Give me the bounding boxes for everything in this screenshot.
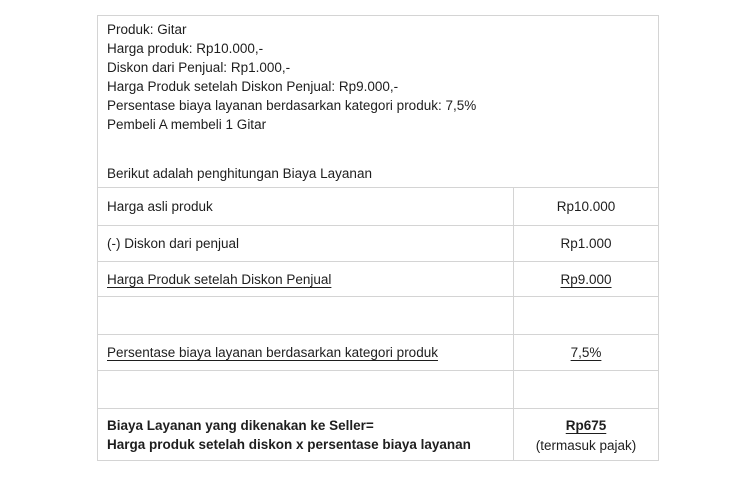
intro-line-fee-percentage: Persentase biaya layanan berdasarkan kategori produk: 7,5% [107, 98, 477, 113]
row-value: Rp10.000 [514, 188, 659, 226]
fee-value: Rp675 [565, 417, 607, 433]
row-label-text: Harga Produk setelah Diskon Penjual [107, 271, 332, 287]
fee-value-cell [514, 409, 659, 461]
intro-line-discount: Diskon dari Penjual: Rp1.000,- [107, 60, 291, 75]
intro-row [98, 16, 659, 188]
row-label [98, 297, 514, 335]
table-row-price-after-discount [98, 262, 659, 297]
row-value-text: Rp9.000 [560, 271, 612, 287]
section-heading: Berikut adalah penghitungan Biaya Layanan [107, 166, 372, 181]
row-label: (-) Diskon dari penjual [98, 226, 514, 262]
fee-label-line1: Biaya Layanan yang dikenakan ke Seller= [107, 417, 374, 433]
row-label [98, 371, 514, 409]
table-row-seller-discount [98, 226, 659, 262]
table-row-spacer-1 [98, 297, 659, 335]
row-label [98, 335, 514, 371]
row-label [98, 262, 514, 297]
intro-line-product: Produk: Gitar [107, 22, 187, 37]
table-row-fee-percentage [98, 335, 659, 371]
row-value-text: 7,5% [570, 345, 602, 360]
fee-note: (termasuk pajak) [535, 437, 637, 453]
intro-line-price-after-discount: Harga Produk setelah Diskon Penjual: Rp9.000,- [107, 79, 399, 94]
fee-label [98, 409, 514, 461]
row-value [514, 297, 659, 335]
table-row-spacer-2 [98, 371, 659, 409]
row-label-text: Persentase biaya layanan berdasarkan kategori produk [107, 345, 438, 360]
row-value [514, 371, 659, 409]
intro-cell [98, 16, 659, 188]
table-row-service-fee-total [98, 409, 659, 461]
fee-label-line2: Harga produk setelah diskon x persentase biaya layanan [107, 436, 471, 452]
row-label: Harga asli produk [98, 188, 514, 226]
intro-line-buyer: Pembeli A membeli 1 Gitar [107, 117, 267, 132]
fee-calculation-table [97, 15, 659, 461]
intro-line-price: Harga produk: Rp10.000,- [107, 41, 264, 56]
row-value [514, 262, 659, 297]
row-value: Rp1.000 [514, 226, 659, 262]
table-row-original-price [98, 188, 659, 226]
row-value [514, 335, 659, 371]
